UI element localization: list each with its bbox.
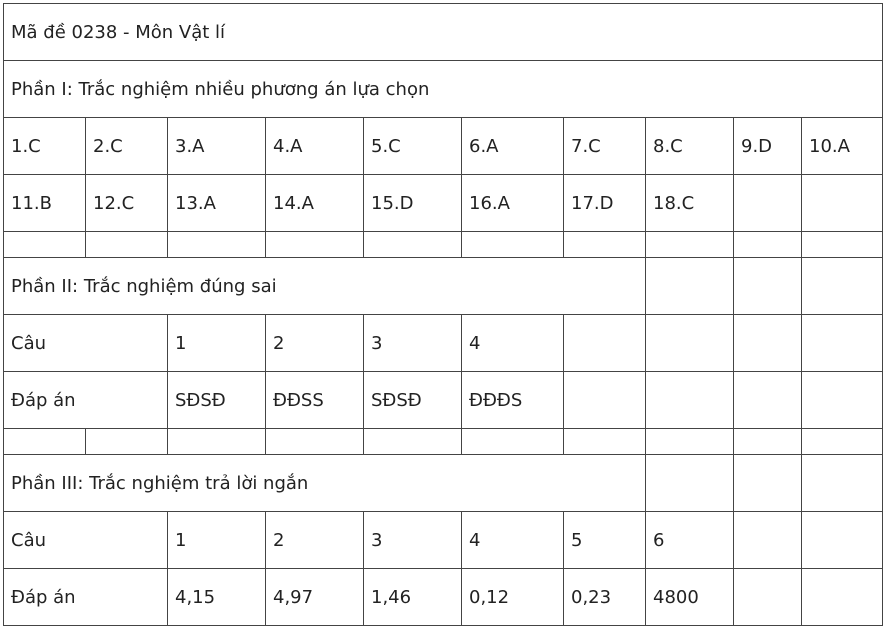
part1-answer-cell: 13.A bbox=[168, 175, 266, 232]
part1-answer-cell: 17.D bbox=[564, 175, 646, 232]
empty-cell bbox=[86, 232, 168, 258]
empty-cell bbox=[266, 232, 364, 258]
empty-cell bbox=[734, 512, 802, 569]
part1-answer-cell: 11.B bbox=[4, 175, 86, 232]
part2-answer: SĐSĐ bbox=[364, 372, 462, 429]
part1-answers-row-2 bbox=[4, 175, 883, 232]
empty-cell bbox=[734, 315, 802, 372]
empty-cell bbox=[802, 569, 883, 626]
part1-answer-cell: 8.C bbox=[646, 118, 734, 175]
empty-cell bbox=[734, 455, 802, 512]
part2-answer: ĐĐĐS bbox=[462, 372, 564, 429]
empty-cell bbox=[734, 372, 802, 429]
part1-answer-cell: 4.A bbox=[266, 118, 364, 175]
empty-cell bbox=[802, 455, 883, 512]
part2-question-label: Câu bbox=[4, 315, 168, 372]
part3-question-number: 2 bbox=[266, 512, 364, 569]
part3-question-row bbox=[4, 512, 883, 569]
title-row bbox=[4, 4, 883, 61]
part3-answer-row bbox=[4, 569, 883, 626]
part1-answer-cell: 5.C bbox=[364, 118, 462, 175]
part3-heading-row bbox=[4, 455, 883, 512]
empty-cell bbox=[266, 429, 364, 455]
part2-answer-label: Đáp án bbox=[4, 372, 168, 429]
part1-heading: Phần I: Trắc nghiệm nhiều phương án lựa chọn bbox=[4, 61, 883, 118]
empty-cell bbox=[364, 429, 462, 455]
part1-answer-cell: 3.A bbox=[168, 118, 266, 175]
part2-heading: Phần II: Trắc nghiệm đúng sai bbox=[4, 258, 646, 315]
part3-question-number: 3 bbox=[364, 512, 462, 569]
part3-answer: 0,12 bbox=[462, 569, 564, 626]
part3-question-number: 6 bbox=[646, 512, 734, 569]
part2-question-number: 4 bbox=[462, 315, 564, 372]
empty-cell bbox=[364, 232, 462, 258]
part1-answer-cell: 6.A bbox=[462, 118, 564, 175]
empty-cell bbox=[802, 258, 883, 315]
empty-cell bbox=[802, 315, 883, 372]
empty-cell bbox=[564, 429, 646, 455]
part2-heading-row bbox=[4, 258, 883, 315]
part2-question-row bbox=[4, 315, 883, 372]
empty-cell bbox=[86, 429, 168, 455]
part1-heading-row bbox=[4, 61, 883, 118]
part1-answers-row-1 bbox=[4, 118, 883, 175]
part3-answer: 1,46 bbox=[364, 569, 462, 626]
part1-answer-cell: 7.C bbox=[564, 118, 646, 175]
empty-cell bbox=[734, 569, 802, 626]
part3-answer: 0,23 bbox=[564, 569, 646, 626]
empty-cell bbox=[564, 372, 646, 429]
part3-question-number: 4 bbox=[462, 512, 564, 569]
part3-answer: 4,97 bbox=[266, 569, 364, 626]
part2-question-number: 1 bbox=[168, 315, 266, 372]
spacer-row bbox=[4, 429, 883, 455]
empty-cell bbox=[802, 232, 883, 258]
exam-title: Mã đề 0238 - Môn Vật lí bbox=[4, 4, 883, 61]
empty-cell bbox=[4, 429, 86, 455]
part3-question-number: 1 bbox=[168, 512, 266, 569]
empty-cell bbox=[646, 429, 734, 455]
part3-question-label: Câu bbox=[4, 512, 168, 569]
empty-cell bbox=[646, 258, 734, 315]
part3-answer: 4,15 bbox=[168, 569, 266, 626]
spacer-row bbox=[4, 232, 883, 258]
part1-answer-cell: 1.C bbox=[4, 118, 86, 175]
part2-answer: ĐĐSS bbox=[266, 372, 364, 429]
empty-cell bbox=[168, 232, 266, 258]
answer-key-table bbox=[3, 3, 883, 626]
empty-cell bbox=[462, 429, 564, 455]
part1-answer-cell: 15.D bbox=[364, 175, 462, 232]
empty-cell bbox=[564, 232, 646, 258]
empty-cell bbox=[462, 232, 564, 258]
part1-answer-cell: 16.A bbox=[462, 175, 564, 232]
empty-cell bbox=[168, 429, 266, 455]
part1-answer-cell: 2.C bbox=[86, 118, 168, 175]
empty-cell bbox=[734, 258, 802, 315]
empty-cell bbox=[734, 429, 802, 455]
empty-cell bbox=[646, 455, 734, 512]
part1-answer-cell bbox=[802, 175, 883, 232]
part2-question-number: 3 bbox=[364, 315, 462, 372]
part1-answer-cell: 14.A bbox=[266, 175, 364, 232]
empty-cell bbox=[802, 372, 883, 429]
part1-answer-cell: 9.D bbox=[734, 118, 802, 175]
part1-answer-cell: 18.C bbox=[646, 175, 734, 232]
empty-cell bbox=[646, 232, 734, 258]
part3-answer-label: Đáp án bbox=[4, 569, 168, 626]
part1-answer-cell bbox=[734, 175, 802, 232]
part1-answer-cell: 10.A bbox=[802, 118, 883, 175]
empty-cell bbox=[802, 512, 883, 569]
part2-answer-row bbox=[4, 372, 883, 429]
part3-question-number: 5 bbox=[564, 512, 646, 569]
empty-cell bbox=[646, 372, 734, 429]
part3-heading: Phần III: Trắc nghiệm trả lời ngắn bbox=[4, 455, 646, 512]
part2-question-number: 2 bbox=[266, 315, 364, 372]
part1-answer-cell: 12.C bbox=[86, 175, 168, 232]
empty-cell bbox=[802, 429, 883, 455]
empty-cell bbox=[564, 315, 646, 372]
empty-cell bbox=[734, 232, 802, 258]
part2-answer: SĐSĐ bbox=[168, 372, 266, 429]
empty-cell bbox=[4, 232, 86, 258]
empty-cell bbox=[646, 315, 734, 372]
part3-answer: 4800 bbox=[646, 569, 734, 626]
